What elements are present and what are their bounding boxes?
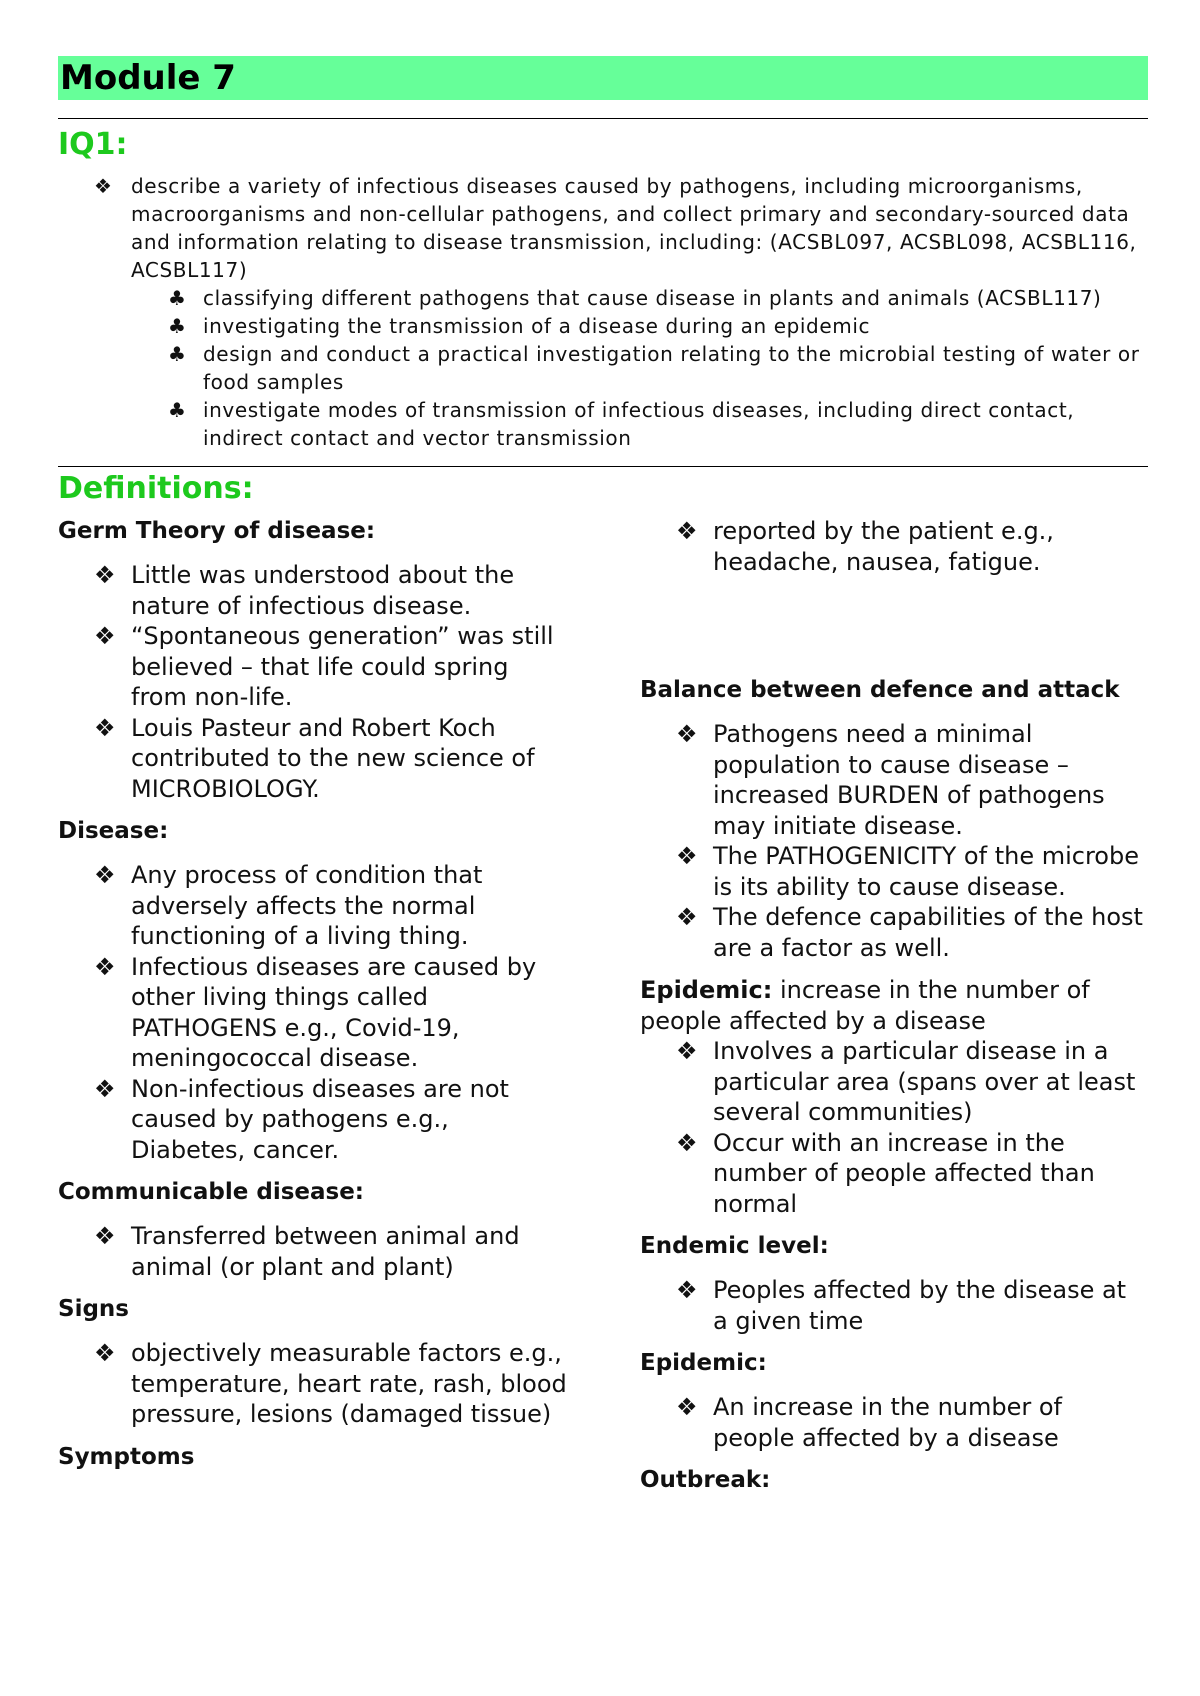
list-item-text: Pathogens need a minimal population to cause disease – increased BURDEN of pathogens may initiate disease. (713, 720, 1105, 840)
iq-subpoint-text: design and conduct a practical investigation relating to the microbial testing of water or food samples (203, 342, 1140, 394)
symptoms-heading: Symptoms (58, 1443, 195, 1470)
iq-title: IQ1: (58, 127, 128, 162)
disease-list (58, 860, 568, 1165)
list-item-text: Non-infectious diseases are not caused by pathogens e.g., Diabetes, cancer. (131, 1074, 509, 1164)
list-item-text: “Spontaneous generation” was still believed – that life could spring from non-life. (131, 622, 554, 711)
divider (58, 118, 1148, 119)
diamond-bullet-icon: ❖ (94, 713, 116, 742)
iq-list (58, 172, 1148, 284)
epidemic-label: Epidemic: (640, 976, 773, 1004)
list-item (640, 1128, 1148, 1220)
divider (58, 466, 1148, 467)
disease-heading: Disease: (58, 818, 169, 844)
list-item-text: objectively measurable factors e.g., temperature, heart rate, rash, blood pressure, lesions (damaged tissue) (131, 1339, 567, 1428)
right-column (640, 516, 1148, 1495)
list-item (640, 902, 1148, 963)
club-bullet-icon: ♣ (168, 314, 187, 338)
endemic-heading: Endemic level: (640, 1233, 829, 1259)
outbreak-heading: Outbreak: (640, 1467, 771, 1493)
iq-subpoint-text: classifying different pathogens that cause disease in plants and animals (ACSBL117) (203, 286, 1102, 310)
list-item (58, 713, 568, 805)
germ-theory-list (58, 560, 568, 804)
list-item (640, 516, 1148, 577)
diamond-bullet-icon: ❖ (676, 720, 698, 748)
definitions-title: Definitions: (58, 471, 254, 506)
iq-subpoint (58, 284, 1148, 312)
iq-subpoint-text: investigating the transmission of a disease during an epidemic (203, 314, 871, 338)
list-item (58, 1074, 568, 1166)
balance-heading: Balance between defence and attack (640, 677, 1120, 703)
module-header-bar (58, 56, 1148, 100)
list-item (640, 719, 1148, 841)
list-item-text: reported by the patient e.g., headache, nausea, fatigue. (713, 517, 1054, 576)
list-item-text: Occur with an increase in the number of people affected than normal (713, 1128, 1095, 1218)
list-item-text: Transferred between animal and animal (or plant and plant) (131, 1222, 520, 1281)
list-item-text: Little was understood about the nature of infectious disease. (131, 561, 515, 620)
list-item-text: The PATHOGENICITY of the microbe is its ability to cause disease. (713, 842, 1139, 901)
club-bullet-icon: ♣ (168, 342, 187, 366)
diamond-bullet-icon: ❖ (94, 1074, 116, 1103)
iq-subpoint (58, 396, 1148, 452)
diamond-bullet-icon: ❖ (676, 842, 698, 870)
list-item (58, 621, 568, 713)
diamond-bullet-icon: ❖ (676, 903, 698, 931)
club-bullet-icon: ♣ (168, 398, 187, 422)
list-item (58, 952, 568, 1074)
list-item (640, 1275, 1148, 1336)
diamond-bullet-icon: ❖ (676, 1393, 698, 1421)
diamond-bullet-icon: ❖ (94, 174, 113, 198)
list-item-text: Infectious diseases are caused by other living things called PATHOGENS e.g., Covid-19, meningococcal disease. (131, 952, 537, 1072)
diamond-bullet-icon: ❖ (676, 1128, 698, 1157)
diamond-bullet-icon: ❖ (94, 1222, 116, 1250)
iq-intro-text: describe a variety of infectious diseases caused by pathogens, including microorganisms, macroorganisms and non-cellular pathogens, and collect primary and secondary-sourced data and information relating to disease transmission, including: (ACSBL097, ACSBL098, ACSBL116, ACSBL117) (131, 174, 1137, 282)
diamond-bullet-icon: ❖ (676, 1037, 698, 1065)
diamond-bullet-icon: ❖ (676, 517, 698, 545)
definitions-columns (58, 516, 1148, 1566)
diamond-bullet-icon: ❖ (94, 861, 116, 889)
germ-theory-heading: Germ Theory of disease: (58, 518, 376, 544)
list-item-text: The defence capabilities of the host are a factor as well. (713, 903, 1143, 962)
document-page (58, 56, 1148, 1566)
iq-intro-item (58, 172, 1148, 284)
epidemic-second-list (640, 1392, 1148, 1453)
iq-subpoint (58, 312, 1148, 340)
left-column (58, 516, 568, 1472)
list-item (640, 1036, 1148, 1128)
list-item (640, 1392, 1148, 1453)
iq-subpoint (58, 340, 1148, 396)
epidemic-list (640, 1036, 1148, 1219)
list-item (58, 560, 568, 621)
list-item-text: Any process of condition that adversely affects the normal functioning of a living thing. (131, 861, 483, 950)
list-item-text: An increase in the number of people affected by a disease (713, 1393, 1062, 1452)
diamond-bullet-icon: ❖ (94, 952, 116, 981)
endemic-list (640, 1275, 1148, 1336)
club-bullet-icon: ♣ (168, 286, 187, 310)
diamond-bullet-icon: ❖ (94, 561, 116, 589)
diamond-bullet-icon: ❖ (94, 622, 116, 650)
iq-subpoint-text: investigate modes of transmission of infectious diseases, including direct contact, indirect contact and vector transmission (203, 398, 1075, 450)
symptoms-list (640, 516, 1148, 577)
epidemic-definition (640, 975, 1148, 1036)
diamond-bullet-icon: ❖ (676, 1276, 698, 1304)
list-item (58, 1338, 568, 1430)
list-item-text: Peoples affected by the disease at a given time (713, 1276, 1127, 1335)
module-title: Module 7 (60, 58, 236, 98)
diamond-bullet-icon: ❖ (94, 1339, 116, 1367)
list-item (58, 1221, 568, 1282)
iq-subpoints-list (58, 284, 1148, 452)
communicable-disease-heading: Communicable disease: (58, 1179, 364, 1205)
balance-list (640, 719, 1148, 963)
epidemic-text: increase in the number of people affected by a disease (640, 976, 1090, 1035)
communicable-disease-list (58, 1221, 568, 1282)
list-item (640, 841, 1148, 902)
list-item (58, 860, 568, 952)
epidemic-heading: Epidemic: (640, 1350, 767, 1376)
list-item-text: Involves a particular disease in a particular area (spans over at least several communities) (713, 1037, 1136, 1126)
list-item-text: Louis Pasteur and Robert Koch contributed to the new science of MICROBIOLOGY. (131, 713, 535, 803)
signs-list (58, 1338, 568, 1430)
signs-heading: Signs (58, 1296, 129, 1322)
